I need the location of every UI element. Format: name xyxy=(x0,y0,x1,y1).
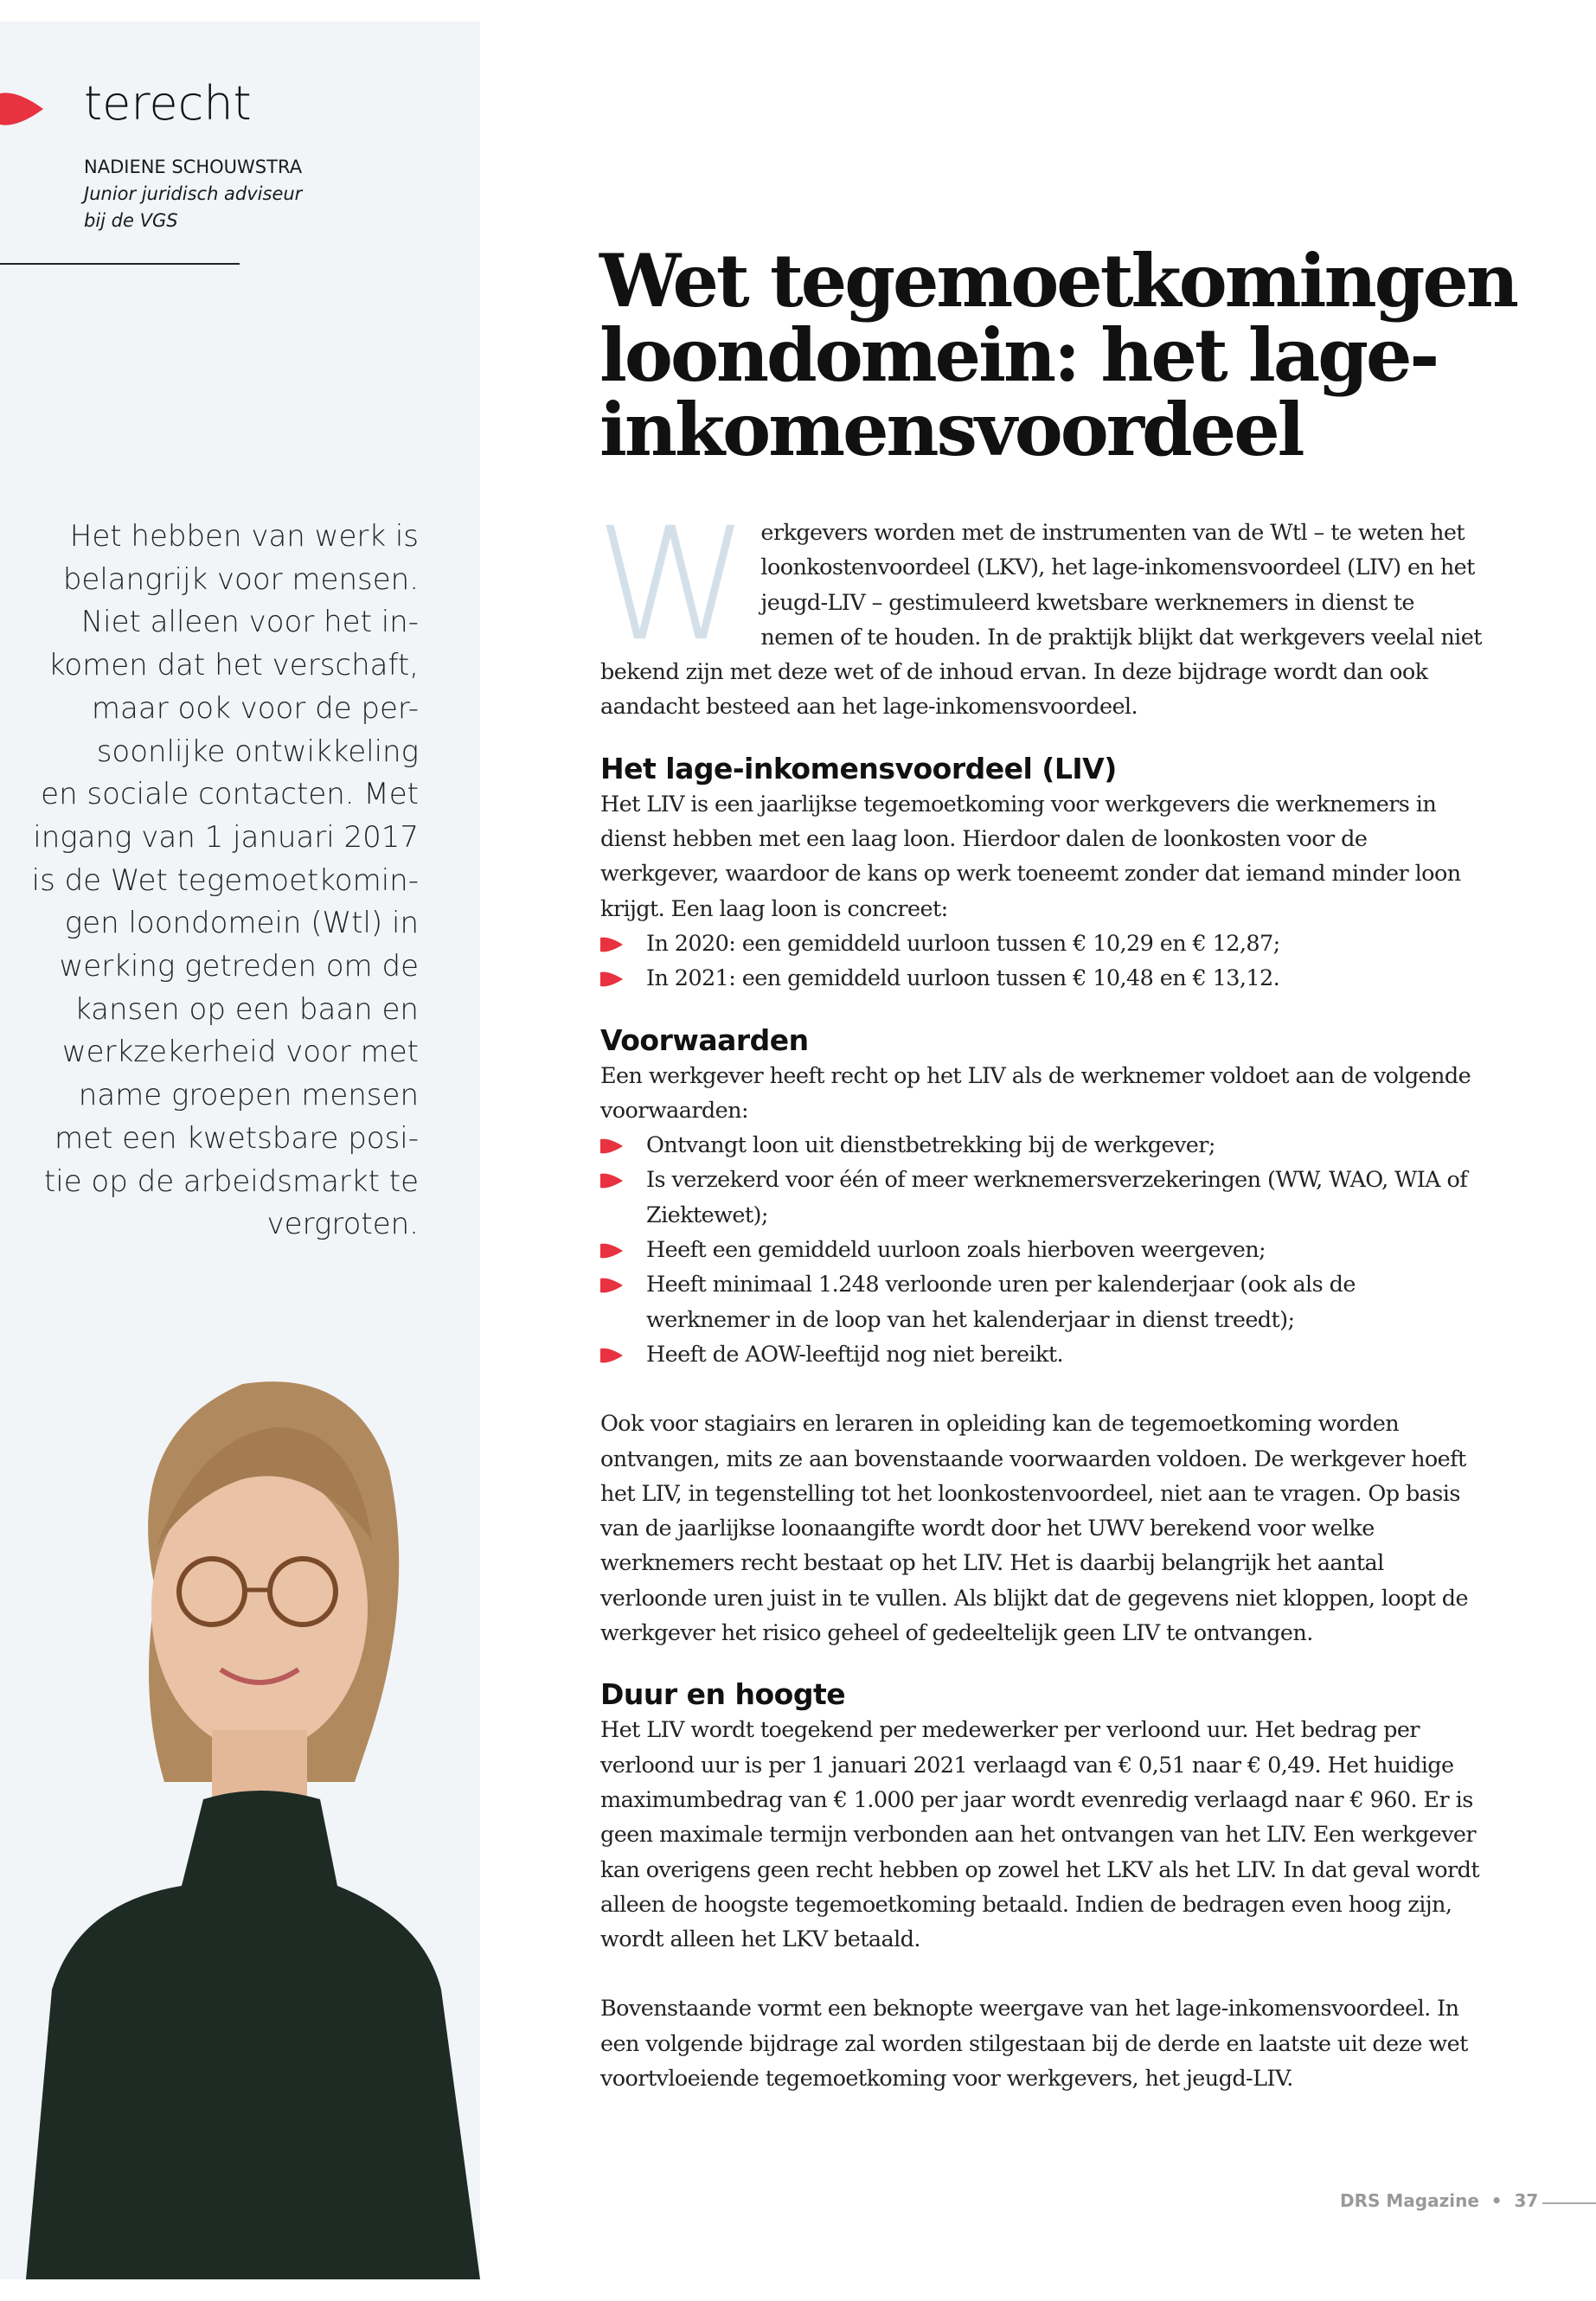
heading-liv: Het lage-inkomensvoordeel (LIV) xyxy=(600,751,1117,785)
pull-quote-line: maar ook voor de per- xyxy=(91,690,419,726)
pull-quote-line: Het hebben van werk is xyxy=(69,519,419,554)
bullet-icon xyxy=(600,970,624,989)
list-item-text: Ontvangt loon uit dienstbetrekking bij de werkgever; xyxy=(646,1132,1215,1159)
list-item-text: In 2020: een gemiddeld uurloon tussen € 10,29 en € 12,87; xyxy=(646,930,1280,957)
paragraph-conclusion: Bovenstaande vormt een beknopte weergave van het lage-inkomensvoordeel. In een volgende bijdrage zal worden stilgestaan bij de derde en laatste uit deze wet voortvloeiende tegemoetkoming voor werkgevers, het jeugd-LIV. xyxy=(600,1996,1468,2092)
article-title: Wet tegemoetkomingen loondomein: het lage-inkomensvoordeel xyxy=(599,238,1516,472)
pull-quote-line: ingang van 1 januari 2017 xyxy=(33,819,419,855)
pull-quote-line: tie op de arbeidsmarkt te xyxy=(43,1163,419,1199)
drop-cap: W xyxy=(595,495,749,676)
pull-quote-line: is de Wet tegemoetkomin- xyxy=(31,862,419,898)
heading-duur: Duur en hoogte xyxy=(600,1677,846,1712)
bullet-icon xyxy=(600,1171,624,1190)
list-item-text: In 2021: een gemiddeld uurloon tussen € 10,48 en € 13,12. xyxy=(646,965,1280,992)
divider xyxy=(0,263,240,265)
list-item xyxy=(600,961,1483,996)
list-item xyxy=(600,1267,1483,1337)
intro-paragraph: erkgevers worden met de instrumenten van de Wtl – te weten het loonkostenvoordeel (LKV), het lage-inkomensvoordeel (LIV) en het jeugd-LIV – gestimuleerd kwetsbare werknemers in dienst te nemen of te houden. In de praktijk blijkt dat werkgevers veelal niet bekend zijn met deze wet of de inhoud ervan. In deze bijdrage wordt dan ook aandacht besteed aan het lage-inkomensvoordeel. xyxy=(600,520,1482,721)
list-item-text: Heeft een gemiddeld uurloon zoals hierboven weergeven; xyxy=(646,1237,1266,1264)
list-item xyxy=(600,1128,1483,1163)
bullet-icon xyxy=(600,1346,624,1365)
page-footer: DRS Magazine • 37 xyxy=(1340,2190,1539,2211)
pull-quote-line: gen loondomein (Wtl) in xyxy=(64,906,419,941)
pull-quote-line: Niet alleen voor het in- xyxy=(80,605,419,640)
paragraph-stagiairs: Ook voor stagiairs en leraren in opleiding kan de tegemoetkoming worden ontvangen, mits ze aan bovenstaande voorwaarden voldoen. De werkgever hoeft het LIV, in tegenstelling tot het loonkostenvoordeel, niet aan te vragen. Op basis van de jaarlijkse loonaangifte wordt door het UWV berekend voor welke werknemers recht bestaat op het LIV. Het is daarbij belangrijk het aantal verloonde uren juist in te vullen. Als blijkt dat de gegevens niet kloppen, loopt de werkgever het risico geheel of gedeeltelijk geen LIV te ontvangen. xyxy=(600,1411,1468,1647)
list-item-text: Heeft de AOW-leeftijd nog niet bereikt. xyxy=(646,1341,1064,1368)
author-block xyxy=(84,154,302,234)
pull-quote-line: en sociale contacten. Met xyxy=(41,777,419,812)
pull-quote-line: werking getreden om de xyxy=(59,949,419,984)
list-item xyxy=(600,1163,1483,1233)
author-organization: bij de VGS xyxy=(84,210,178,231)
bullet-icon xyxy=(600,1241,624,1260)
list-item-text: Is verzekerd voor één of meer werknemersverzekeringen (WW, WAO, WIA of Ziektewet); xyxy=(646,1167,1468,1228)
paragraph-voorwaarden: Een werkgever heeft recht op het LIV als de werknemer voldoet aan de volgende voorwaarden: xyxy=(600,1062,1471,1124)
pull-quote-line: werkzekerheid voor met xyxy=(61,1035,419,1070)
list-item xyxy=(600,1233,1483,1267)
author-name: NADIENE SCHOUWSTRA xyxy=(84,157,303,177)
bullet-icon xyxy=(600,1137,624,1156)
pull-quote-line: soonlijke ontwikkeling xyxy=(96,734,419,769)
pull-quote-line: kansen op een baan en xyxy=(74,991,419,1027)
author-photo xyxy=(26,1332,480,2279)
pull-quote-line: met een kwetsbare posi- xyxy=(54,1120,419,1156)
list-item xyxy=(600,926,1483,961)
pull-quote-line: name groepen mensen xyxy=(78,1078,419,1113)
author-role: Junior juridisch adviseur xyxy=(84,183,303,204)
pull-quote-line: vergroten. xyxy=(266,1207,419,1242)
bullet-icon xyxy=(600,1276,624,1295)
article-body xyxy=(595,495,1483,2096)
pull-quote xyxy=(32,516,419,1247)
pull-quote-line: belangrijk voor mensen. xyxy=(62,561,419,597)
footer-rule xyxy=(1542,2202,1596,2204)
conditions-list xyxy=(600,1128,1483,1372)
income-list xyxy=(600,926,1483,997)
list-item-text: Heeft minimaal 1.248 verloonde uren per kalenderjaar (ook als de werknemer in de loop van het kalenderjaar in dienst treedt); xyxy=(646,1272,1356,1333)
section-marker-icon xyxy=(0,87,45,131)
paragraph-duur: Het LIV wordt toegekend per medewerker per verloond uur. Het bedrag per verloond uur is per 1 januari 2021 verlaagd van € 0,51 naar € 0,49. Het huidige maximumbedrag van € 1.000 per jaar wordt evenredig verlaagd naar € 960. Er is geen maximale termijn verbonden aan het ontvangen van het LIV. Een werkgever kan overigens geen recht hebben op zowel het LKV als het LIV. In dat geval wordt alleen de hoogste tegemoetkoming betaald. Indien de bedragen even hoog zijn, wordt alleen het LKV betaald. xyxy=(600,1717,1479,1953)
section-label: terecht xyxy=(84,76,252,131)
pull-quote-line: komen dat het verschaft, xyxy=(48,648,419,683)
heading-voorwaarden: Voorwaarden xyxy=(600,1022,809,1057)
paragraph-liv: Het LIV is een jaarlijkse tegemoetkoming voor werkgevers die werknemers in dienst hebben met een laag loon. Hierdoor dalen de loonkosten voor de werkgever, waardoor de kans op werk toeneemt zonder dat iemand minder loon krijgt. Een laag loon is concreet: xyxy=(600,791,1461,922)
list-item xyxy=(600,1337,1483,1372)
bullet-icon xyxy=(600,935,624,954)
